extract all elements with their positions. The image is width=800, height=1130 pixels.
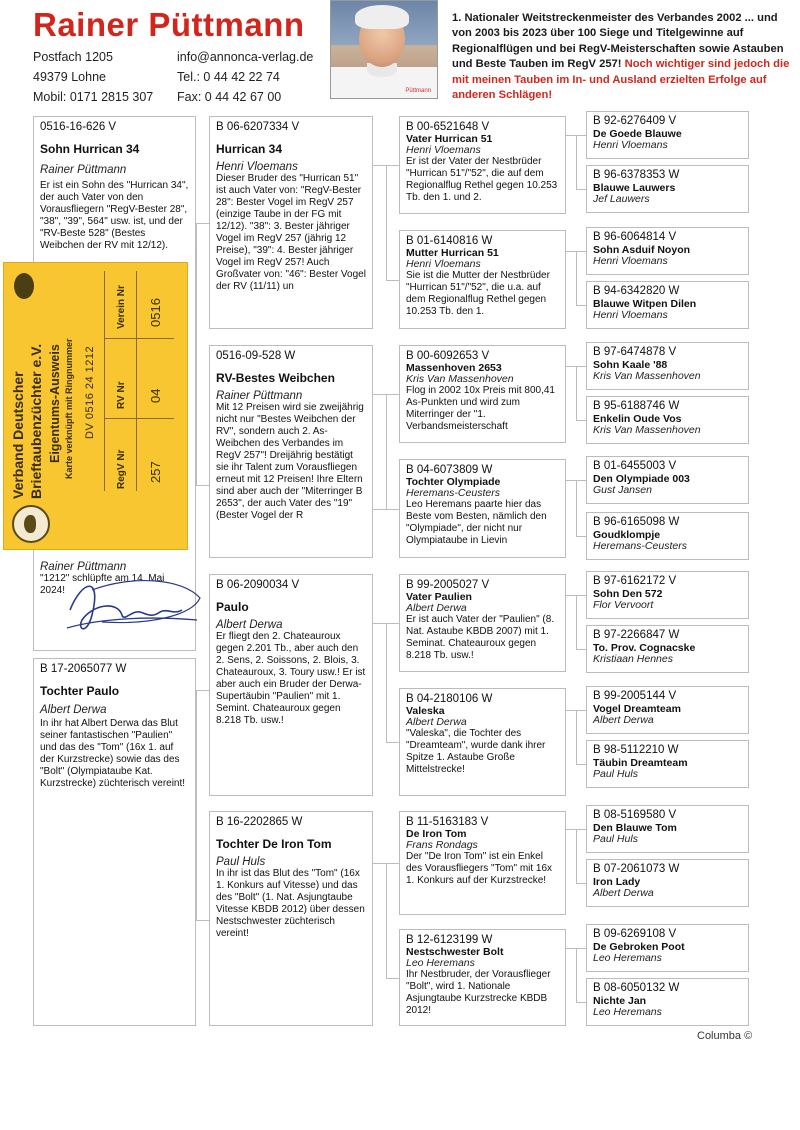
g3-card (399, 345, 566, 443)
description: Er fliegt den 2. Chateauroux gegen 2.201 Tb., aber auch den 2. Sens, 2. Soissons, 2. Blois, 3. Chateauroux, 3. Toury usw.! Er ist aber auch ein Bruder der Derwa-Supertäubin "Paulien" mit 1. Semint. Chateauroux gegen 8.218 Tb. usw.! (216, 631, 366, 726)
ring-number: 0516-16-626 V (40, 121, 117, 133)
pigeon-name: Hurrican 34 (216, 142, 283, 156)
pigeon-icon (14, 273, 34, 299)
pigeon-name: Iron Lady (593, 876, 641, 888)
description: Dieser Bruder des "Hurrican 51" ist auch Vater von: "RegV-Bester 28": Bester Vogel im RegV 257 (einzige Taube in der FG mit 12/12). "38": 3. Bester jähriger Vogel im RegV 257 (jährig 12 Preise), "39": 4. Bester jähriger Vogel im RegV 257! Auch Großvater von: "46": Bester Vogel der RV (11/11) un (216, 173, 366, 292)
pigeon-name: Tochter Olympiade (406, 476, 501, 488)
card-ringnumber: DV 0516 24 1212 (84, 345, 96, 439)
breeder: Albert Derwa (406, 602, 467, 614)
breeder: Albert Derwa (406, 716, 467, 728)
breeder: Leo Heremans (593, 952, 662, 964)
intro-achievements: 1. Nationaler Weitstreckenmeister des Verbandes 2002 ... und von 2003 bis 2023 über 100 Siege und Titelgewinne auf Regionalflügen und bei RegV-Meisterschaften sowie Astauben und Beste Tauben im RegV 257! (452, 12, 784, 71)
ring-number: B 07-2061073 W (593, 863, 680, 875)
connector (576, 649, 586, 650)
g4-card (586, 227, 749, 275)
association-logo-icon (12, 505, 50, 543)
g3-card (399, 116, 566, 214)
portrait-photo (330, 0, 438, 99)
ring-number: B 96-6064814 V (593, 231, 677, 243)
pigeon-name: RV-Bestes Weibchen (216, 371, 335, 385)
card-header-rv: RV Nr (116, 381, 127, 409)
address-line: Postfach 1205 (33, 50, 113, 64)
connector (576, 536, 586, 537)
connector (196, 223, 209, 224)
ring-number: B 04-6073809 W (406, 464, 493, 476)
ring-number: B 08-6050132 W (593, 982, 680, 994)
email-line: info@annonca-verlag.de (177, 50, 314, 64)
connector (576, 305, 586, 306)
intro-highlight: Noch wichtiger sind jedoch die mit meinen Tauben im In- und Ausland erzielten Erfolge auf anderen Schlägen! (452, 58, 790, 102)
pigeon-name: De Goede Blauwe (593, 128, 682, 140)
description: Er ist auch Vater der "Paulien" (8. Nat. Astaube KBDB 2007) mit 1. Seminat. Chateauroux gegen 8.218 Tb. usw.! (406, 614, 555, 661)
connector (386, 623, 387, 742)
mobile-line: Mobil: 0171 2815 307 (33, 90, 154, 104)
g4-card (586, 165, 749, 213)
ring-number: B 12-6123199 W (406, 934, 493, 946)
pigeon-name: Täubin Dreamteam (593, 757, 688, 769)
ring-number: B 04-2180106 W (406, 693, 493, 705)
connector (576, 948, 577, 1002)
g4-card (586, 456, 749, 504)
description: Sie ist die Mutter der Nestbrüder "Hurrican 51"/"52", die u.a. auf dem Regionalflug Rethel gegen 10.253 Tb. den 1. (406, 270, 550, 317)
signature (62, 570, 202, 640)
pigeon-name: To. Prov. Cognacske (593, 642, 696, 654)
description: Der "De Iron Tom" ist ein Enkel des Vorausfliegers "Tom" mit 16x 1. Konkurs auf der Kurzstrecke! (406, 851, 553, 886)
pigeon-name: Den Olympiade 003 (593, 473, 690, 485)
card-value-rv: 04 (148, 388, 163, 403)
ring-number: B 09-6269108 V (593, 928, 677, 940)
ring-number: B 95-6188746 W (593, 400, 680, 412)
card-org-line2: Brieftaubenzüchter e.V. (28, 343, 44, 499)
g4-card (586, 859, 749, 907)
description: In ihr ist das Blut des "Tom" (16x 1. Konkurs auf Vitesse) und das des "Bolt" (1. Nat. Asjungtaube Vitesse KBDB 2012) über dessen Nestschwester züchterisch vereint! (216, 868, 365, 939)
ring-number: B 92-6276409 V (593, 115, 677, 127)
pigeon-name: Nestschwester Bolt (406, 946, 504, 958)
breeder: Rainer Püttmann (40, 164, 127, 176)
connector (386, 165, 387, 280)
breeder: Henri Vloemans (216, 161, 298, 173)
hatch-note: "1212" schlüpfte am 14. Mai 2024! (40, 573, 165, 596)
address-block (33, 47, 153, 107)
g4-card (586, 111, 749, 159)
breeder: Heremans-Ceusters (406, 487, 500, 499)
connector (196, 690, 197, 920)
g4-card (586, 686, 749, 734)
connector (576, 1002, 586, 1003)
connector (576, 829, 577, 883)
fax-line: Fax: 0 44 42 67 00 (177, 90, 282, 104)
breeder: Kris Van Massenhoven (593, 424, 701, 436)
pigeon-name: Massenhoven 2653 (406, 362, 502, 374)
ring-number: B 01-6140816 W (406, 235, 493, 247)
pigeon-name: Nichte Jan (593, 995, 647, 1007)
g4-card (586, 281, 749, 329)
g3-card (399, 688, 566, 796)
ring-number: B 99-2005027 V (406, 579, 490, 591)
breeder: Henri Vloemans (593, 255, 668, 267)
card-title: Eigentums-Ausweis (48, 344, 62, 463)
card-value-regv: 257 (148, 461, 163, 483)
dam-sire-card (209, 574, 373, 796)
description: "Valeska", die Tochter des "Dreamteam", wurde dank ihrer Spitze 1. Astaube Große Mittelstrecke! (406, 728, 546, 775)
breeder: Henri Vloemans (593, 309, 668, 321)
g3-card (399, 811, 566, 915)
ring-number: B 00-6521648 V (406, 121, 490, 133)
connector (576, 595, 577, 649)
breeder: Henri Vloemans (406, 144, 481, 156)
ownership-card (3, 262, 188, 550)
ring-number: B 06-6207334 V (216, 121, 300, 133)
dam-card (33, 658, 196, 1026)
connector (196, 485, 209, 486)
description: Er ist der Vater der Nestbrüder "Hurrican 51"/"52", die auf dem Regionalflug Rethel gegen 10.253 Tb. den 1. und 2. (406, 156, 558, 203)
phone-line: Tel.: 0 44 42 22 74 (177, 70, 280, 84)
description: Mit 12 Preisen wird sie zweijährig nicht nur "Bestes Weibchen der RV", sondern auch 2. As-Weibchen des Verbandes im RegV 257"! Dreijährig bestätigt sie ihr Talent zum Vorausfliegen erneut mit 12 Preisen! Ihre Eltern sind aber auch der "Miterringer B 2653", der auch Vater des "19" (Bester Vogel der R (216, 402, 364, 521)
connector (576, 480, 577, 536)
pigeon-name: Blauwe Witpen Dilen (593, 298, 697, 310)
ring-number: B 17-2065077 W (40, 663, 127, 675)
address-line: 49379 Lohne (33, 70, 106, 84)
connector (576, 420, 586, 421)
connector (196, 223, 197, 485)
breeder: Paul Huls (593, 768, 638, 780)
ring-number: B 98-5112210 W (593, 744, 679, 756)
connector (386, 280, 399, 281)
breeder: Leo Heremans (593, 1006, 662, 1018)
card-subtitle: Karte verknüpft mit Ringnummer (64, 338, 74, 479)
connector (386, 394, 387, 509)
pigeon-name: Vater Paulien (406, 591, 472, 603)
g4-card (586, 342, 749, 390)
ring-number: B 11-5163183 V (406, 816, 489, 828)
breeder: Albert Derwa (593, 887, 654, 899)
connector (576, 135, 577, 189)
card-org-line1: Verband Deutscher (10, 371, 26, 499)
note-breeder: Rainer Püttmann (40, 561, 127, 573)
connector (576, 366, 577, 420)
pigeon-name: Sohn Hurrican 34 (40, 142, 140, 156)
breeder: Rainer Püttmann (216, 390, 303, 402)
g4-card (586, 740, 749, 788)
g3-card (399, 929, 566, 1026)
pigeon-name: Vater Hurrican 51 (406, 133, 493, 145)
pigeon-name: Den Blauwe Tom (593, 822, 677, 834)
pigeon-name: Tochter Paulo (40, 684, 120, 698)
ring-number: B 08-5169580 V (593, 809, 677, 821)
pigeon-name: De Iron Tom (406, 828, 467, 840)
pigeon-name: Tochter De Iron Tom (216, 837, 332, 851)
breeder: Henri Vloemans (593, 139, 668, 151)
footer-credit: Columba © (697, 1030, 753, 1042)
g4-card (586, 978, 749, 1026)
photo-tag: Püttmann (405, 88, 431, 94)
breeder: Henri Vloemans (406, 258, 481, 270)
breeder: Kristiaan Hennes (593, 653, 673, 665)
g3-card (399, 574, 566, 672)
description: Ihr Nestbruder, der Vorausflieger "Bolt", wird 1. Nationale Asjungtaube Kurzstrecke KBDB 2012! (406, 969, 551, 1016)
intro-text (452, 11, 792, 103)
ring-number: B 06-2090034 V (216, 579, 300, 591)
breeder: Albert Derwa (593, 714, 654, 726)
ring-number: B 16-2202865 W (216, 816, 303, 828)
g4-card (586, 396, 749, 444)
breeder-name-title: Rainer Püttmann (33, 6, 305, 43)
connector (386, 863, 387, 978)
pigeon-name: Paulo (216, 600, 249, 614)
breeder: Paul Huls (593, 833, 638, 845)
connector (576, 764, 586, 765)
breeder: Albert Derwa (40, 704, 107, 716)
ring-number: B 97-6162172 V (593, 575, 677, 587)
connector (386, 978, 399, 979)
card-header-verein: Verein Nr (116, 285, 127, 329)
connector (196, 690, 209, 691)
breeder: Gust Jansen (593, 484, 652, 496)
breeder: Leo Heremans (406, 957, 475, 969)
pigeon-name: Sohn Kaale '88 (593, 359, 668, 371)
description: Flog in 2002 10x Preis mit 800,41 As-Punkten und wird zum Miterringer der "1. Verbandsmeisterschaft (406, 385, 555, 432)
ring-number: B 94-6342820 W (593, 285, 680, 297)
connector (373, 509, 399, 510)
connector (576, 251, 577, 305)
breeder: Albert Derwa (216, 619, 283, 631)
pigeon-name: Mutter Hurrican 51 (406, 247, 499, 259)
ring-number: B 97-6474878 V (593, 346, 677, 358)
g3-card (399, 230, 566, 329)
g3-card (399, 459, 566, 558)
description: Er ist ein Sohn des "Hurrican 34", der auch Vater von den Vorausfliegern "RegV-Bester 28", "38", "39", 564" usw. ist, und der "RV-Beste 528" (Bestes Weibchen der RV mit 12/12). (40, 180, 189, 251)
sire-dam-card (209, 345, 373, 558)
ring-number: B 97-2266847 W (593, 629, 680, 641)
breeder: Flor Vervoort (593, 599, 654, 611)
breeder: Jef Lauwers (593, 193, 650, 205)
ring-number: B 96-6165098 W (593, 516, 680, 528)
connector (576, 189, 586, 190)
connector (386, 742, 399, 743)
g4-card (586, 571, 749, 619)
g4-card (586, 805, 749, 853)
connector (576, 883, 586, 884)
pigeon-name: Enkelin Oude Vos (593, 413, 682, 425)
ring-number: B 99-2005144 V (593, 690, 677, 702)
breeder: Heremans-Ceusters (593, 540, 687, 552)
description: Leo Heremans paarte hier das Beste vom Besten, nämlich den "Olympiade", der nicht nur Olympiataube in Lievin (406, 499, 547, 546)
pigeon-name: Blauwe Lauwers (593, 182, 676, 194)
ring-number: 0516-09-528 W (216, 350, 296, 362)
breeder: Kris Van Massenhoven (406, 373, 514, 385)
ring-number: B 00-6092653 V (406, 350, 490, 362)
pigeon-name: De Gebroken Poot (593, 941, 685, 953)
pigeon-name: Sohn Asduif Noyon (593, 244, 691, 256)
g4-card (586, 625, 749, 673)
g4-card (586, 512, 749, 560)
ring-number: B 01-6455003 V (593, 460, 677, 472)
card-header-regv: RegV Nr (116, 449, 127, 489)
connector (196, 920, 209, 921)
connector (576, 710, 577, 764)
ring-number: B 96-6378353 W (593, 169, 680, 181)
card-value-verein: 0516 (148, 298, 163, 327)
pigeon-name: Vogel Dreamteam (593, 703, 681, 715)
pigeon-name: Valeska (406, 705, 445, 717)
pigeon-name: Goudklompje (593, 529, 661, 541)
description: In ihr hat Albert Derwa das Blut seiner fantastischen "Paulien" und das des "Tom" (16x 1. auf der Kurzstrecke) sowie das des "Bolt" (Olympiataube Kat. Kurzstrecke) züchterisch vereint! (40, 718, 186, 789)
g4-card (586, 924, 749, 972)
sire-card (209, 116, 373, 329)
dam-dam-card (209, 811, 373, 1026)
breeder: Paul Huls (216, 856, 266, 868)
pigeon-name: Sohn Den 572 (593, 588, 663, 600)
breeder: Frans Rondags (406, 839, 478, 851)
breeder: Kris Van Massenhoven (593, 370, 701, 382)
contact-block (177, 47, 313, 107)
